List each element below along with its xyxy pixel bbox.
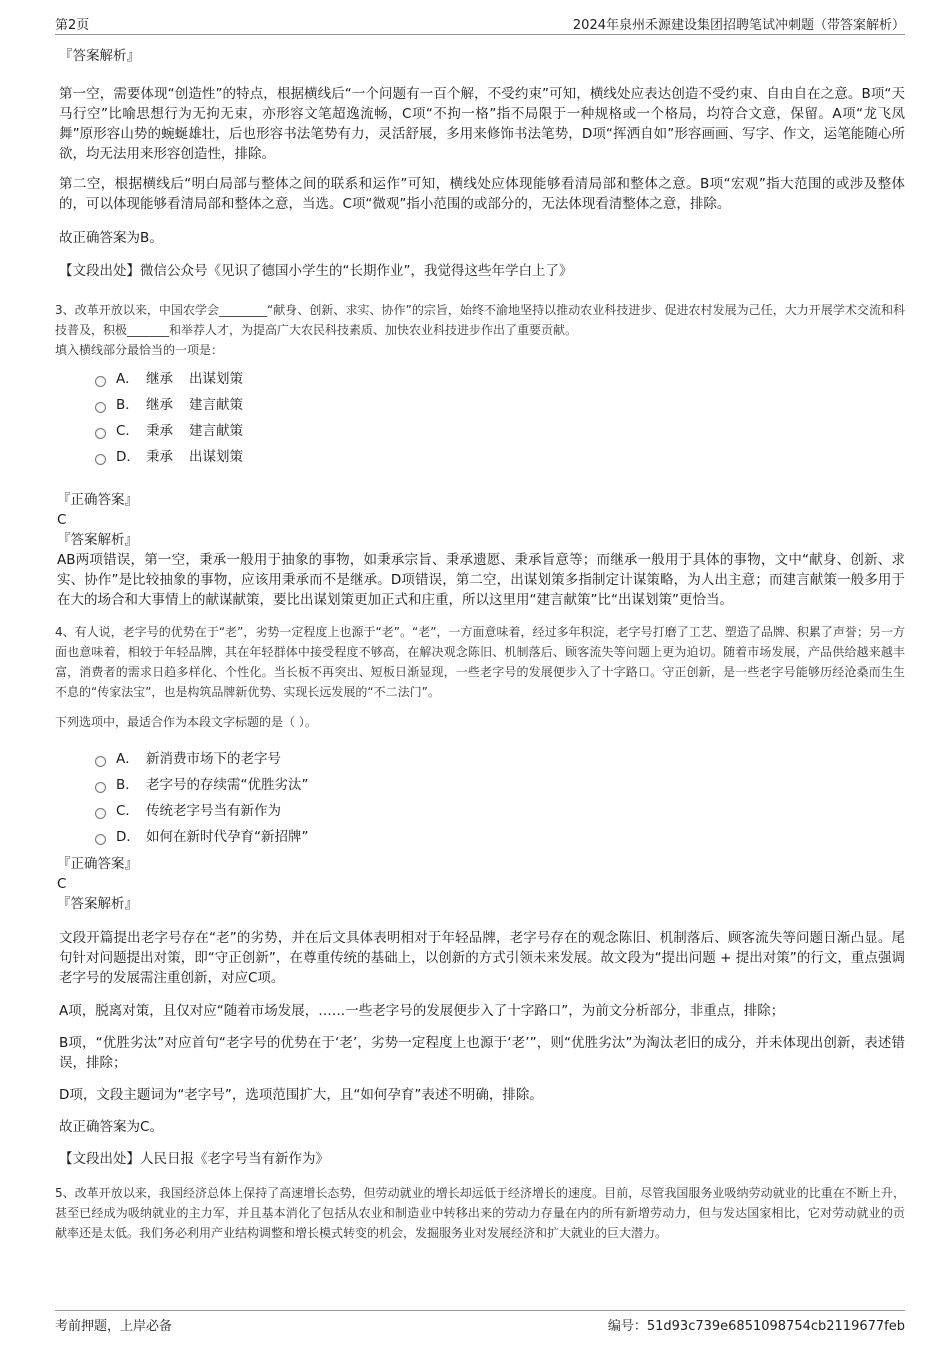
radio-icon[interactable]: [95, 428, 106, 439]
document-id: 编号：51d93c739e6851098754cb2119677feb: [607, 1319, 905, 1334]
q3-option-a[interactable]: [95, 366, 905, 392]
q5-stem: 5、改革开放以来，我国经济总体上保持了高速增长态势，但劳动就业的增长却远低于经济增长的速度。目前，尽管我国服务业吸纳劳动就业的比重在不断上升，甚至已经成为吸纳就业的主力军，并且基本消化了包括从农业和制造业中转移出来的劳动力存量在内的所有新增劳动力，但与发达国家相比，它对劳动就业的贡献率还是太低。我们务必利用产业结构调整和增长模式转变的机会，发掘服务业对发展经济和扩大就业的巨大潜力。: [55, 1186, 905, 1240]
q4-prompt: 下列选项中，最适合作为本段文字标题的是（ ）。: [55, 715, 317, 729]
footer-slogan: 考前押题，上岸必备: [55, 1319, 173, 1334]
option-letter: A．: [116, 751, 139, 767]
radio-icon[interactable]: [95, 402, 106, 413]
q3-option-c[interactable]: [95, 418, 905, 444]
q4-option-b[interactable]: [95, 772, 905, 798]
radio-icon[interactable]: [95, 376, 106, 387]
option-text: 传统老字号当有新作为: [146, 803, 281, 819]
option-letter: D．: [116, 449, 140, 465]
option-word2: 出谋划策: [189, 449, 243, 465]
q4-analysis-para2: A项，脱离对策，且仅对应“随着市场发展，……一些老字号的发展便步入了十字路口”，为前文分析部分，非重点，排除；: [59, 1003, 785, 1019]
q3-correct-answer: C: [57, 512, 67, 528]
radio-icon[interactable]: [95, 808, 106, 819]
option-letter: A．: [116, 371, 139, 387]
option-word1: 秉承: [146, 449, 173, 465]
radio-icon[interactable]: [95, 756, 106, 767]
q4-analysis-para1: 文段开篇提出老字号存在“老”的劣势，并在后文具体表明相对于年轻品牌，老字号存在的观念陈旧、机制落后、顾客流失等问题日渐凸显。尾句针对问题提出对策，即“守正创新”，在尊重传统的基础上，以创新的方式引领未来发展。故文段为“提出问题 + 提出对策”的行文，重点强调老字号的发展需注重创新，对应C项。: [59, 930, 905, 986]
option-word2: 出谋划策: [189, 371, 243, 387]
page-header: [55, 12, 905, 35]
page-content: [55, 40, 905, 1243]
q4-correct-label: 『正确答案』: [57, 856, 138, 872]
document-title: 2024年泉州禾源建设集团招聘笔试冲刺题（带答案解析）: [572, 18, 905, 33]
q3-analysis-label: 『答案解析』: [57, 532, 138, 548]
page-number: 第2页: [55, 18, 90, 33]
q4-option-d[interactable]: [95, 824, 905, 850]
radio-icon[interactable]: [95, 834, 106, 845]
option-letter: B．: [116, 777, 139, 793]
q4-source: 【文段出处】人民日报《老字号当有新作为》: [59, 1151, 329, 1167]
option-text: 老字号的存续需“优胜劣汰”: [146, 777, 309, 793]
q4-conclusion: 故正确答案为C。: [59, 1119, 163, 1135]
q4-analysis-para4: D项，文段主题词为“老字号”，选项范围扩大，且“如何孕育”表述不明确，排除。: [59, 1087, 543, 1103]
q4-analysis-label: 『答案解析』: [57, 896, 138, 912]
option-word1: 秉承: [146, 423, 173, 439]
q3-analysis: AB两项错误，第一空，秉承一般用于抽象的事物，如秉承宗旨、秉承遗愿、秉承旨意等；而继承一般用于具体的事物，文中“献身、创新、求实、协作”是比较抽象的事物，应该用秉承而不是继承。D项错误，第二空，出谋划策多指制定计谋策略，为人出主意；而建言献策一般多用于在大的场合和大事情上的献谋献策，要比出谋划策更加正式和庄重，所以这里用“建言献策”比“出谋划策”更恰当。: [57, 552, 905, 608]
q4-option-c[interactable]: [95, 798, 905, 824]
q4-options: [95, 746, 905, 850]
option-letter: C．: [116, 423, 139, 439]
q4-correct-answer: C: [57, 876, 67, 892]
q3-correct-label: 『正确答案』: [57, 492, 138, 508]
q4-stem: 4、有人说，老字号的优势在于“老”，劣势一定程度上也源于“老”。“老”，一方面意味着，经过多年积淀，老字号打磨了工艺、塑造了品牌、积累了声誉；另一方面也意味着，相较于年轻品牌，其在年轻群体中接受程度不够高，在解决观念陈旧、机制落后、顾客流失等问题上更为迫切。随着市场发展，产品供给越来越丰富，消费者的需求日趋多样化、个性化。当长板不再突出、短板日渐显现，一些老字号的发展便步入了十字路口。守正创新，是一些老字号能够历经沧桑而生生不息的“传家法宝”，也是构筑品牌新优势、实现长远发展的“不二法门”。: [55, 625, 905, 699]
option-word2: 建言献策: [189, 397, 243, 413]
q2-conclusion: 故正确答案为B。: [59, 230, 163, 246]
option-letter: D．: [116, 829, 140, 845]
option-text: 如何在新时代孕育“新招牌”: [146, 829, 309, 845]
option-text: 新消费市场下的老字号: [146, 751, 281, 767]
radio-icon[interactable]: [95, 782, 106, 793]
option-word1: 继承: [146, 397, 173, 413]
option-letter: C．: [116, 803, 139, 819]
radio-icon[interactable]: [95, 454, 106, 465]
q2-analysis-label: 『答案解析』: [59, 48, 140, 64]
q3-option-d[interactable]: [95, 444, 905, 470]
q3-prompt: 填入横线部分最恰当的一项是：: [55, 343, 224, 357]
q3-options: [95, 366, 905, 470]
q2-analysis-para1: 第一空，需要体现“创造性”的特点，根据横线后“一个问题有一百个解，不受约束”可知，横线处应表达创造不受约束、自由自在之意。B项“天马行空”比喻思想行为无拘无束，亦形容文笔超逸流畅，C项“不拘一格”指不局限于一种规格或一个格局，均符合文意，保留。A项“龙飞凤舞”原形容山势的蜿蜒雄壮，后也形容书法笔势有力，灵活舒展，多用来修饰书法笔势，D项“挥洒自如”形容画画、写字、作文，运笔能随心所欲，均无法用来形容创造性，排除。: [59, 86, 905, 162]
q2-analysis-para2: 第二空，根据横线后“明白局部与整体之间的联系和运作”可知，横线处应体现能够看清局部和整体之意。B项“宏观”指大范围的或涉及整体的，可以体现能够看清局部和整体之意，当选。C项“微观”指小范围的或部分的，无法体现看清整体之意，排除。: [59, 176, 905, 212]
option-letter: B．: [116, 397, 139, 413]
option-word2: 建言献策: [189, 423, 243, 439]
q3-option-b[interactable]: [95, 392, 905, 418]
option-word1: 继承: [146, 371, 173, 387]
page-footer: [55, 1310, 905, 1333]
q3-stem: 3、改革开放以来，中国农学会________“献身、创新、求实、协作”的宗旨，始终不渝地坚持以推动农业科技进步、促进农村发展为己任，大力开展学术交流和科技普及，积极_______和举荐人才，为提高广大农民科技素质、加快农业科技进步作出了重要贡献。: [55, 303, 905, 337]
q4-analysis-para3: B项，“优胜劣汰”对应首句“老字号的优势在于‘老’，劣势一定程度上也源于‘老’”，则“优胜劣汰”为淘汰老旧的成分，并未体现出创新，表述错误，排除；: [59, 1035, 905, 1071]
q2-source: 【文段出处】微信公众号《见识了德国小学生的“长期作业”，我觉得这些年学白上了》: [59, 263, 573, 279]
q4-option-a[interactable]: [95, 746, 905, 772]
